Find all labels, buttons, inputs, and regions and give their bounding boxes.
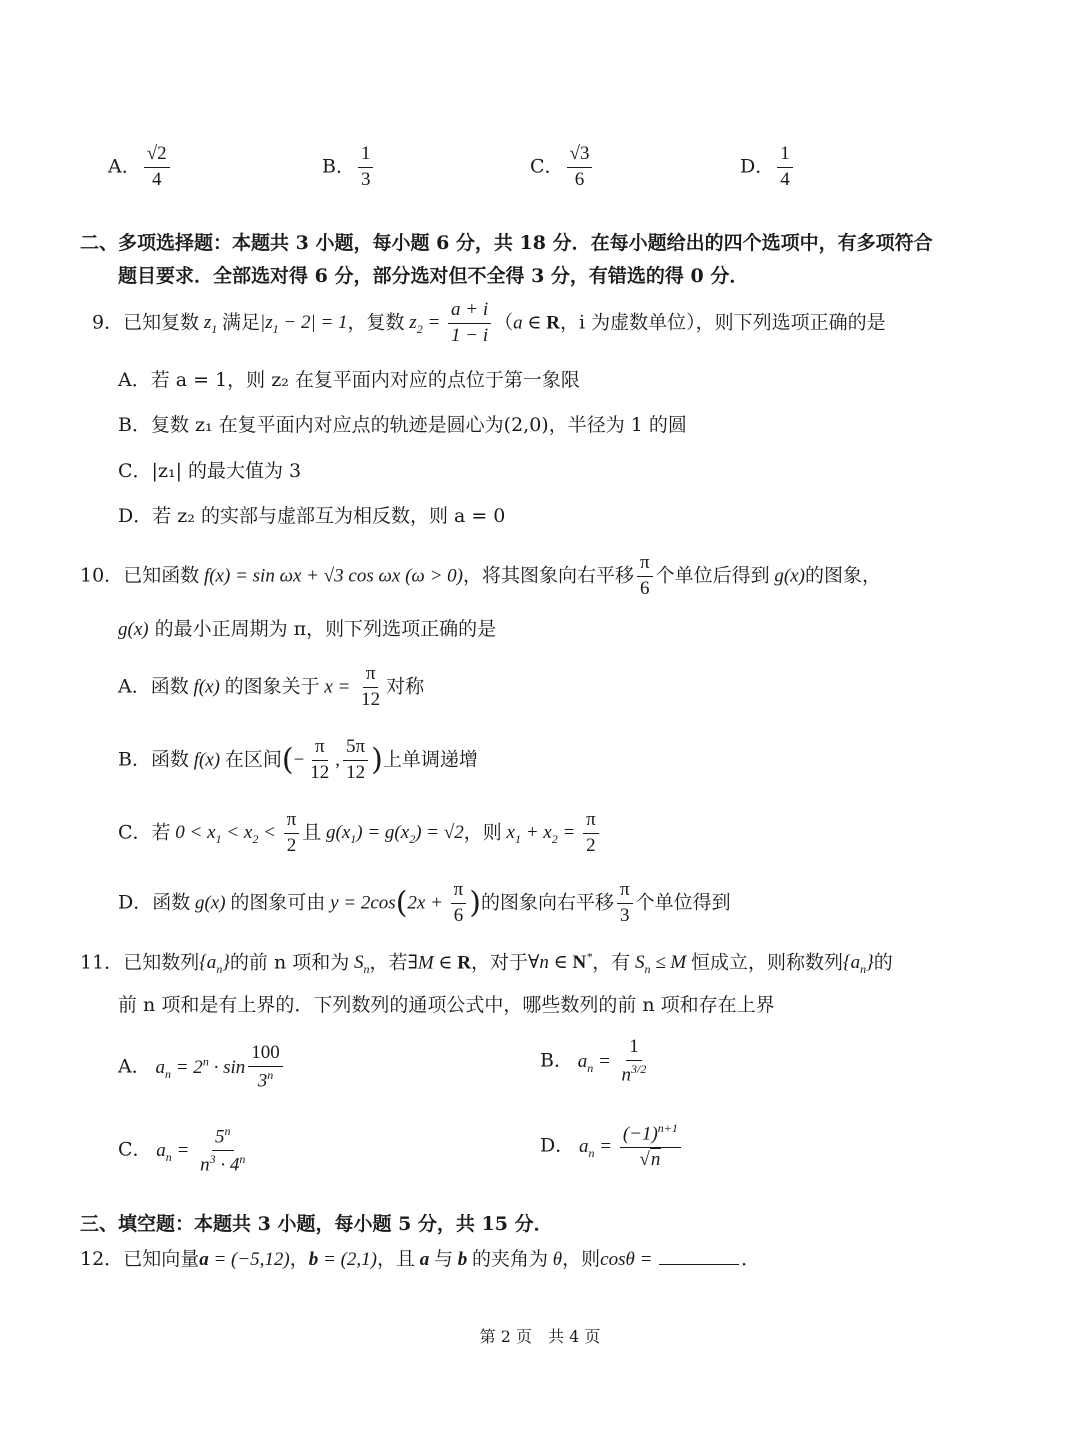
q11-stem-line1: [80, 950, 893, 977]
q10-d-2x: 2x +: [407, 892, 448, 914]
q9-text-e: ，i 为虚数单位），则下列选项正确的是: [559, 311, 886, 334]
q10-b-frac2: [343, 737, 368, 784]
q11-stem-line2: 前 n 项和是有上界的．下列数列的通项公式中，哪些数列的前 n 项和存在上界: [118, 994, 775, 1016]
q8-option-a-label: A．: [108, 155, 141, 178]
q10-shift-num: π: [637, 553, 653, 577]
q12-text-c: ，且: [377, 1248, 416, 1270]
q12-vec-a: a = (−5,12): [199, 1249, 290, 1270]
q8-a-num: √2: [144, 144, 170, 168]
q8-option-d-fraction: [777, 144, 793, 191]
q10-c-frac1: [284, 810, 300, 857]
q8-d-den: 4: [780, 168, 790, 190]
q11-a-label: A．: [118, 1055, 151, 1078]
q10-number: 10．: [80, 564, 124, 587]
q11-c-den: $n^3 \cdot 4^n$: [200, 1152, 246, 1176]
q10-d-text-b: 的图象可由: [230, 891, 326, 914]
q11-exists: ∃M ∈ R: [407, 952, 471, 974]
q10-c-ineq: $0 < x_1 < x_2$ <: [170, 822, 281, 847]
q10-c-frac2-num: π: [583, 810, 599, 834]
q10-d-gx: g(x): [190, 892, 231, 914]
q11-a-den: 3$^n$: [257, 1067, 274, 1092]
q11-a-num: 100: [248, 1043, 283, 1067]
q10-d-text-a: D．函数: [118, 891, 191, 914]
q11-d-num: $(-1)^{n+1}$: [620, 1122, 681, 1148]
q10-d-frac1-num: π: [451, 880, 467, 904]
q10-d-frac2-num: π: [617, 880, 633, 904]
q12-stem: [80, 1248, 760, 1272]
q11-b-label: B．: [540, 1049, 573, 1072]
q11-option-c: [118, 1125, 251, 1176]
q11-option-a: [118, 1043, 286, 1092]
q11-an-set: $\{a_n\}$: [199, 952, 230, 977]
q8-d-num: 1: [777, 144, 793, 168]
q10-b-frac1-num: π: [312, 737, 328, 761]
q10-stem-line1: [80, 553, 881, 600]
q10-option-b: [118, 737, 478, 784]
q11-a-fraction: [248, 1043, 283, 1092]
q10-line1-b: ，将其图象向右平移: [462, 564, 634, 587]
q9-text-b: 满足: [222, 311, 261, 334]
q9-option-a: A．若 a = 1，则 z₂ 在复平面内对应的点位于第一象限: [118, 369, 580, 391]
q10-line1-a: 已知函数: [123, 564, 200, 587]
q10-option-d: [118, 880, 731, 927]
q10-a-fx: f(x): [188, 676, 225, 698]
q11-d-den: √n: [639, 1149, 661, 1171]
q10-function: f(x) = sin ωx + √3 cos ωx (ω > 0): [199, 565, 463, 587]
q10-g-x: g(x): [769, 565, 805, 587]
q8-option-c: [530, 144, 595, 191]
q11-d-formula: $a_n$ =: [574, 1135, 617, 1160]
q10-c-sum: $x_1 + x_2$ =: [501, 822, 581, 847]
q9-option-d: D．若 z₂ 的实部与虚部互为相反数，则 a = 0: [118, 505, 506, 527]
q10-a-text-b: 的图象关于: [224, 675, 320, 698]
q12-answer-blank[interactable]: [659, 1264, 739, 1265]
q10-a-text-c: 对称: [386, 675, 425, 698]
q11-line1-a: 已知数列: [123, 951, 200, 974]
q10-option-a: [118, 664, 424, 711]
q11-line1-g: 的: [873, 951, 893, 974]
q10-b-rparen: ): [371, 742, 383, 778]
q10-d-frac1-den: 6: [453, 904, 464, 926]
q11-line1-b: 的前 n 项和为: [229, 951, 350, 974]
q11-line1-e: ，有: [592, 951, 631, 974]
q10-b-text-c: 上单调递增: [382, 748, 478, 771]
q10-shift-fraction: [637, 553, 653, 600]
q11-c-label: C．: [118, 1138, 152, 1161]
q11-b-num: 1: [626, 1037, 642, 1061]
q9-z1: $z_1$: [199, 312, 218, 337]
q10-stem-line2: [118, 618, 496, 642]
q10-c-frac2-den: 2: [586, 834, 596, 856]
q8-option-a: [108, 144, 173, 191]
q11-d-label: D．: [540, 1134, 575, 1157]
q8-c-den: 6: [574, 168, 585, 190]
q12-b: b: [453, 1249, 473, 1270]
q10-shift-den: 6: [640, 577, 650, 599]
q8-b-den: 3: [360, 168, 371, 190]
q10-d-y: y = 2cos: [325, 892, 396, 914]
q11-c-num: 5$^n$: [212, 1125, 234, 1151]
q12-a: a: [415, 1249, 435, 1270]
section3-title: 三、填空题：本题共 3 小题，每小题 5 分，共 15 分．: [80, 1213, 553, 1235]
q10-c-frac2: [583, 810, 599, 857]
q11-line1-c: ，若: [369, 951, 408, 974]
q9-stem: [92, 300, 886, 347]
page-footer: 第 2 页 共 4 页: [479, 1327, 601, 1346]
q10-option-c: [118, 810, 602, 857]
q10-c-text-b: 且: [302, 821, 322, 844]
q9-fraction: [448, 300, 491, 347]
q8-b-num: 1: [358, 144, 374, 168]
q10-d-lparen: (: [395, 885, 408, 921]
q9-text-d: （: [494, 311, 514, 334]
q11-line1-d: ，对于: [470, 951, 528, 974]
q10-b-comma: ,: [335, 749, 341, 771]
section2-line2: 题目要求．全部选对得 6 分，部分选对但不全得 3 分，有错选的得 0 分．: [118, 265, 749, 287]
q10-b-frac2-den: 12: [346, 761, 366, 783]
q10-b-minus: −: [293, 749, 305, 771]
q11-d-fraction: [620, 1122, 681, 1171]
q10-line2: 的最小正周期为 π，则下列选项正确的是: [154, 618, 497, 640]
q11-ineq: $S_n \le M$: [630, 952, 692, 977]
q12-text-b: ，: [289, 1248, 309, 1270]
q10-b-lparen: (: [281, 742, 294, 778]
q11-sn: $S_n$: [349, 952, 370, 977]
q10-d-text-c: 的图象向右平移: [480, 891, 614, 914]
q10-c-frac1-num: π: [284, 810, 300, 834]
q10-d-frac1: [451, 880, 467, 927]
q10-c-eq: $g(x_1) = g(x_2) = √2$: [321, 822, 464, 847]
q11-b-fraction: [619, 1037, 650, 1086]
q10-line1-c: 个单位后得到: [655, 564, 770, 587]
q11-b-den: $n^{3/2}$: [621, 1061, 647, 1086]
q10-a-num: π: [363, 664, 379, 688]
q10-d-frac2: [617, 880, 633, 927]
q12-theta: θ: [548, 1249, 563, 1270]
q11-c-formula: $a_n$ =: [151, 1139, 195, 1164]
q8-c-num: √3: [567, 144, 593, 168]
q12-cos: cosθ =: [600, 1249, 658, 1270]
q8-option-b: [322, 144, 376, 191]
q10-d-frac2-den: 3: [620, 904, 630, 926]
q8-option-d: [740, 144, 796, 191]
q10-g-x-2: g(x): [118, 619, 149, 640]
q12-text-a: 已知向量: [123, 1248, 200, 1270]
q10-c-text-a: C．若: [118, 821, 171, 844]
q11-a-formula: $a_n = 2^n \cdot \sin$: [150, 1054, 246, 1081]
q12-text-d: 与: [434, 1248, 454, 1270]
q9-condition: $|z_1 - 2| = 1$: [260, 312, 348, 337]
q10-a-eq: x =: [319, 676, 356, 698]
q9-option-b: B．复数 z₁ 在复平面内对应点的轨迹是圆心为(2,0)，半径为 1 的圆: [118, 414, 687, 436]
q8-option-d-label: D．: [740, 155, 775, 178]
q8-option-c-fraction: [567, 144, 593, 191]
q11-option-d: [540, 1122, 684, 1171]
q12-text-g: ．: [741, 1248, 761, 1270]
q10-b-fx: f(x): [188, 749, 225, 771]
q10-c-text-c: ，则: [463, 821, 502, 844]
q11-forall: ∀n ∈ N*: [527, 950, 593, 974]
q8-option-c-label: C．: [530, 155, 564, 178]
q9-frac-den: 1 − i: [451, 324, 489, 346]
q12-vec-b: b = (2,1): [308, 1249, 377, 1270]
q11-b-formula: $a_n$ =: [572, 1050, 616, 1075]
q9-text-a: 已知复数: [123, 311, 200, 334]
q9-a-in-r: a ∈ R: [513, 312, 560, 334]
q11-line1-f: 恒成立，则称数列: [691, 951, 844, 974]
section2-line1: 二、多项选择题：本题共 3 小题，每小题 6 分，共 18 分．在每小题给出的四个选项中，有多项符合: [80, 232, 933, 254]
q12-number: 12．: [80, 1248, 124, 1270]
q11-number: 11．: [80, 951, 124, 974]
q9-z2: $z_2$ =: [404, 312, 446, 337]
q10-d-rparen: ): [469, 885, 481, 921]
q11-an-set-2: $\{a_n\}$: [843, 952, 874, 977]
q10-line1-d: 的图象，: [804, 564, 881, 587]
q9-option-c: C．|z₁| 的最大值为 3: [118, 460, 302, 482]
q9-number: 9．: [92, 311, 124, 334]
q10-b-frac2-num: 5π: [343, 737, 368, 761]
q11-c-fraction: [197, 1125, 248, 1176]
q10-b-frac1-den: 12: [310, 761, 330, 783]
q10-a-fraction: [358, 664, 383, 711]
q9-text-c: ，复数: [347, 311, 405, 334]
q10-b-text-a: B．函数: [118, 748, 189, 771]
q10-d-text-d: 个单位得到: [635, 891, 731, 914]
q10-c-frac1-den: 2: [286, 834, 297, 856]
q9-frac-num: a + i: [448, 300, 491, 324]
q11-option-b: [540, 1037, 652, 1086]
q8-option-b-label: B．: [322, 155, 355, 178]
q8-option-b-fraction: [358, 144, 374, 191]
q12-text-e: 的夹角为: [472, 1248, 549, 1270]
q12-text-f: ，则: [562, 1248, 601, 1270]
q10-a-den: 12: [361, 688, 381, 710]
q8-a-den: 4: [151, 168, 162, 190]
q10-b-text-b: 在区间: [224, 748, 282, 771]
q10-b-frac1: [307, 737, 332, 784]
q8-option-a-fraction: [144, 144, 170, 191]
q10-a-text-a: A．函数: [118, 675, 189, 698]
